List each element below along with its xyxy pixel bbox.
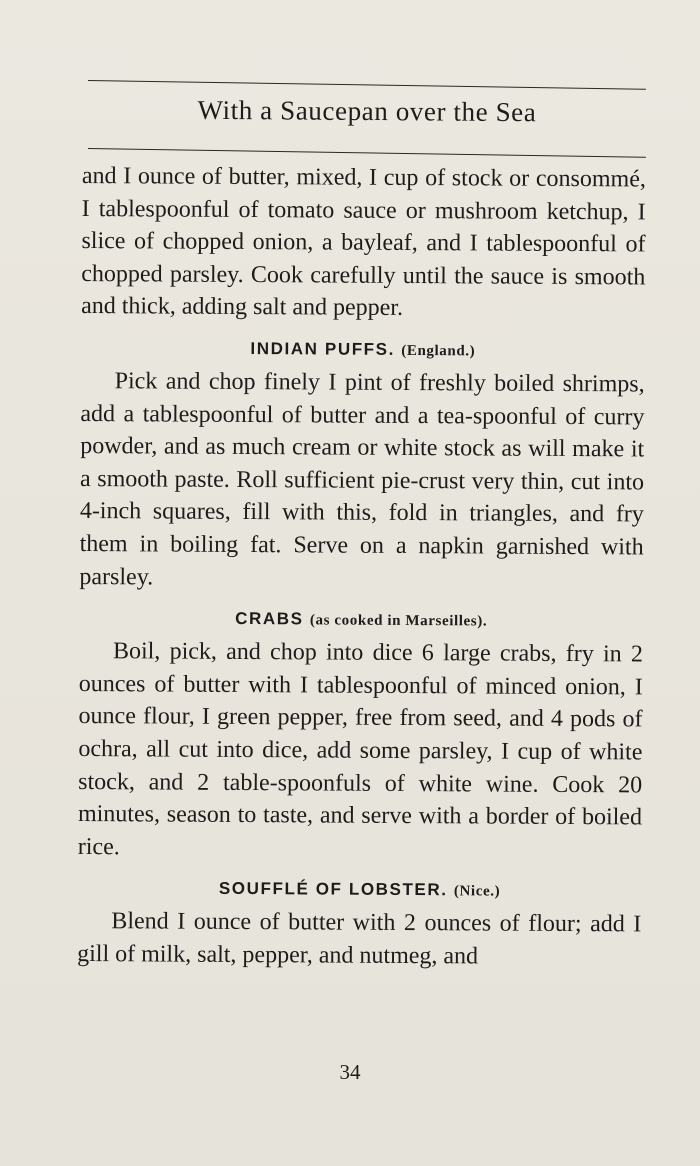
recipe-origin: (Nice.) [453, 883, 501, 900]
recipe-origin: (as cooked in Marseilles). [309, 612, 488, 630]
recipe-title: INDIAN PUFFS. [250, 339, 396, 359]
header-rule-bottom [88, 148, 646, 158]
recipe-origin: (England.) [401, 342, 476, 360]
recipe-heading-souffle-of-lobster [77, 871, 641, 908]
recipe-heading-indian-puffs [81, 331, 645, 368]
page-number: 34 [339, 1060, 361, 1084]
recipe-text-souffle-of-lobster: Blend I ounce of butter with 2 ounces of flour; add I gill of milk, salt, pepper, and nutmeg, and [77, 908, 642, 970]
recipe-text-crabs: Boil, pick, and chop into dice 6 large crabs, fry in 2 ounces of butter with I tablespoonful of minced onion, I ounce flour, I green pepper, free from seed, and 4 pods of ochra, all cut into dice, add some parsley, I cup of white stock, and 2 table-spoonfuls of white wine. Cook 20 minutes, season to taste, and serve with a border of boiled rice. [77, 638, 644, 860]
page-text [77, 160, 646, 974]
recipe-heading-crabs [79, 601, 643, 638]
header-rule-top [88, 80, 646, 90]
recipe-title: CRABS [235, 609, 304, 629]
recipe-text-indian-puffs: Pick and chop finely I pint of freshly boiled shrimps, add a tablespoonful of butter and a tea-spoonful of curry powder, and as much cream or white stock as will make it a smooth paste. Roll sufficient pie-crust very thin, cut into 4-inch squares, fill with this, fold in triangles, and fry them in boiling fat. Serve on a napkin garnished with parsley. [79, 368, 645, 590]
continuation-paragraph: and I ounce of butter, mixed, I cup of stock or consommé, I tablespoonful of tomato sauce or mushroom ketchup, I slice of chopped onion, a bayleaf, and I tablespoonful of chopped parsley. Cook carefully until the sauce is smooth and thick, adding salt and pepper. [81, 162, 646, 322]
recipe-title: SOUFFLÉ OF LOBSTER. [218, 879, 448, 900]
running-title: With a Saucepan over the Sea [197, 94, 537, 128]
